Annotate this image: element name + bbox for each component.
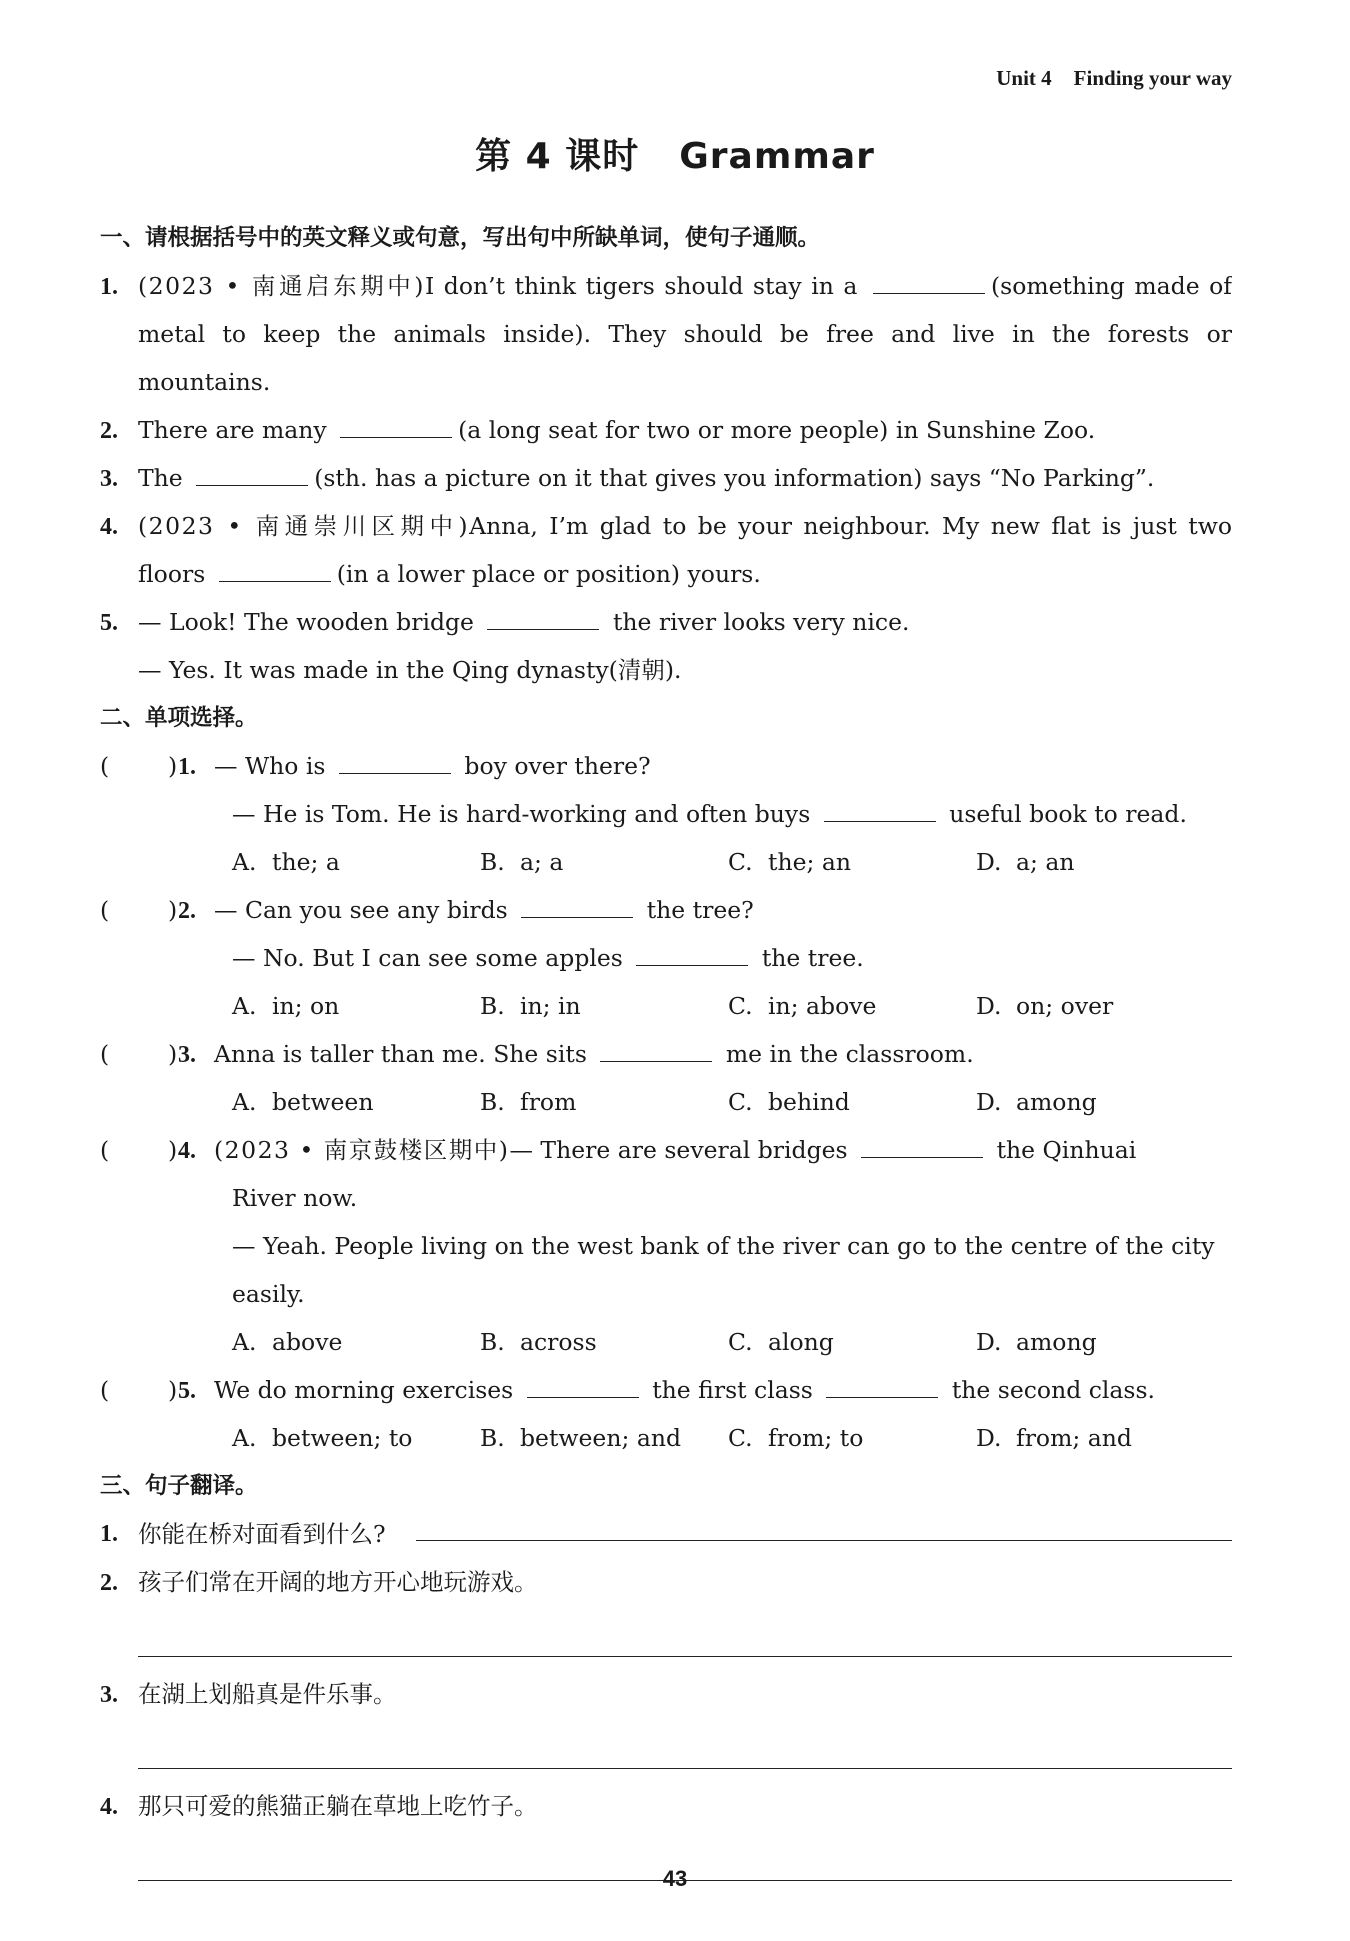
s2-q4-line1: ( ) 4. (2023 • 南京鼓楼区期中)— There are several bridges the Qinhuai: [100, 1126, 1232, 1174]
unit-label: Unit 4: [996, 66, 1052, 90]
answer-blank[interactable]: [487, 601, 599, 630]
s2-q1-options: [100, 838, 1232, 886]
s1-q5-line2: — Yes. It was made in the Qing dynasty(清朝).: [138, 656, 682, 684]
answer-bracket[interactable]: ( ): [100, 1376, 178, 1404]
s2-q5-options: [100, 1414, 1232, 1462]
option-d[interactable]: D. among: [976, 1328, 1097, 1356]
s2-q2-line1: ( ) 2. — Can you see any birds the tree?: [100, 886, 1232, 934]
question-source: (2023 • 南通启东期中): [138, 272, 425, 300]
answer-blank[interactable]: [219, 553, 331, 582]
running-header: [996, 66, 1232, 91]
s1-q1-line1: 1. (2023 • 南通启东期中)I don’t think tigers should stay in a (something made of: [100, 262, 1232, 310]
option-a[interactable]: A. above: [232, 1328, 343, 1356]
s1-q4-line2: floors (in a lower place or position) yours.: [100, 550, 1232, 598]
answer-blank[interactable]: [196, 457, 308, 486]
option-b[interactable]: B. between; and: [480, 1424, 682, 1452]
exercise-content: [100, 214, 1232, 1882]
option-b[interactable]: B. in; in: [480, 992, 581, 1020]
s2-q2-line2: — No. But I can see some apples the tree.: [100, 934, 1232, 982]
s1-q4-line1: 4. (2023 • 南通崇川区期中)Anna, I’m glad to be your neighbour. My new flat is just two: [100, 502, 1232, 550]
option-c[interactable]: C. from; to: [728, 1424, 864, 1452]
question-number: 2.: [178, 898, 196, 924]
s2-q2-options: [100, 982, 1232, 1030]
section-3-heading: 三、句子翻译。: [100, 1473, 258, 1499]
s2-q4-line4: easily.: [232, 1280, 305, 1308]
s1-q3: 3. The (sth. has a picture on it that gives you information) says “No Parking”.: [100, 454, 1232, 502]
s2-q1-line2: — He is Tom. He is hard-working and often buys useful book to read.: [100, 790, 1232, 838]
s2-q4-line2: River now.: [232, 1184, 358, 1212]
answer-bracket[interactable]: ( ): [100, 752, 178, 780]
s2-q5-line1: ( ) 5. We do morning exercises the first class the second class.: [100, 1366, 1232, 1414]
question-number: 3.: [100, 1682, 118, 1708]
answer-blank[interactable]: [340, 409, 452, 438]
option-c[interactable]: C. along: [728, 1328, 834, 1356]
answer-blank[interactable]: [826, 1369, 938, 1398]
question-number: 1.: [100, 274, 118, 300]
s2-q3-line1: ( ) 3. Anna is taller than me. She sits me in the classroom.: [100, 1030, 1232, 1078]
answer-bracket[interactable]: ( ): [100, 1136, 178, 1164]
answer-blank[interactable]: [339, 745, 451, 774]
question-number: 4.: [100, 1794, 118, 1820]
section-2-heading: 二、单项选择。: [100, 705, 258, 731]
option-d[interactable]: D. on; over: [976, 992, 1114, 1020]
s3-q4: 4. 那只可爱的熊猫正躺在草地上吃竹子。: [100, 1782, 1232, 1830]
option-d[interactable]: D. a; an: [976, 848, 1075, 876]
question-number: 4.: [178, 1138, 196, 1164]
answer-bracket[interactable]: ( ): [100, 1040, 178, 1068]
question-number: 1.: [100, 1521, 118, 1547]
question-number: 3.: [100, 466, 118, 492]
answer-blank[interactable]: [873, 265, 985, 294]
s1-q1-line3: mountains.: [138, 368, 271, 396]
option-a[interactable]: A. in; on: [232, 992, 340, 1020]
s3-q1: 1. 你能在桥对面看到什么?: [100, 1510, 1232, 1558]
question-number: 3.: [178, 1042, 196, 1068]
s2-q1-line1: ( ) 1. — Who is boy over there?: [100, 742, 1232, 790]
option-a[interactable]: A. between: [232, 1088, 374, 1116]
option-a[interactable]: A. the; a: [232, 848, 340, 876]
option-d[interactable]: D. from; and: [976, 1424, 1132, 1452]
option-d[interactable]: D. among: [976, 1088, 1097, 1116]
question-number: 1.: [178, 754, 196, 780]
s2-q3-options: [100, 1078, 1232, 1126]
question-source: (2023 • 南通崇川区期中): [138, 512, 470, 540]
option-b[interactable]: B. from: [480, 1088, 577, 1116]
answer-blank[interactable]: [636, 937, 748, 966]
page-number: 43: [662, 1866, 688, 1891]
answer-line[interactable]: [416, 1510, 1232, 1541]
title-lesson: 第 4 课时: [475, 136, 640, 177]
question-number: 4.: [100, 514, 118, 540]
answer-blank[interactable]: [824, 793, 936, 822]
question-number: 2.: [100, 418, 118, 444]
s1-q5-line1: 5. — Look! The wooden bridge the river looks very nice.: [100, 598, 1232, 646]
s3-q2: 2. 孩子们常在开阔的地方开心地玩游戏。: [100, 1558, 1232, 1606]
answer-blank[interactable]: [861, 1129, 983, 1158]
question-number: 5.: [178, 1378, 196, 1404]
question-number: 5.: [100, 610, 118, 636]
unit-topic: Finding your way: [1073, 66, 1232, 90]
s3-q3: 3. 在湖上划船真是件乐事。: [100, 1670, 1232, 1718]
option-c[interactable]: C. the; an: [728, 848, 852, 876]
answer-blank[interactable]: [600, 1033, 712, 1062]
page-title: [0, 128, 1350, 179]
option-c[interactable]: C. behind: [728, 1088, 850, 1116]
question-number: 2.: [100, 1570, 118, 1596]
answer-bracket[interactable]: ( ): [100, 896, 178, 924]
s1-q1-line2: metal to keep the animals inside). They should be free and live in the forests or: [138, 320, 1232, 348]
section-1-heading: 一、请根据括号中的英文释义或句意，写出句中所缺单词，使句子通顺。: [100, 225, 821, 251]
s2-q4-options: [100, 1318, 1232, 1366]
s1-q2: 2. There are many (a long seat for two or more people) in Sunshine Zoo.: [100, 406, 1232, 454]
title-grammar: Grammar: [679, 136, 875, 177]
option-c[interactable]: C. in; above: [728, 992, 877, 1020]
option-a[interactable]: A. between; to: [232, 1424, 413, 1452]
option-b[interactable]: B. a; a: [480, 848, 564, 876]
question-source: (2023 • 南京鼓楼区期中): [214, 1136, 510, 1164]
option-b[interactable]: B. across: [480, 1328, 597, 1356]
answer-blank[interactable]: [521, 889, 633, 918]
answer-blank[interactable]: [527, 1369, 639, 1398]
s2-q4-line3: — Yeah. People living on the west bank of the river can go to the centre of the city: [232, 1232, 1215, 1260]
